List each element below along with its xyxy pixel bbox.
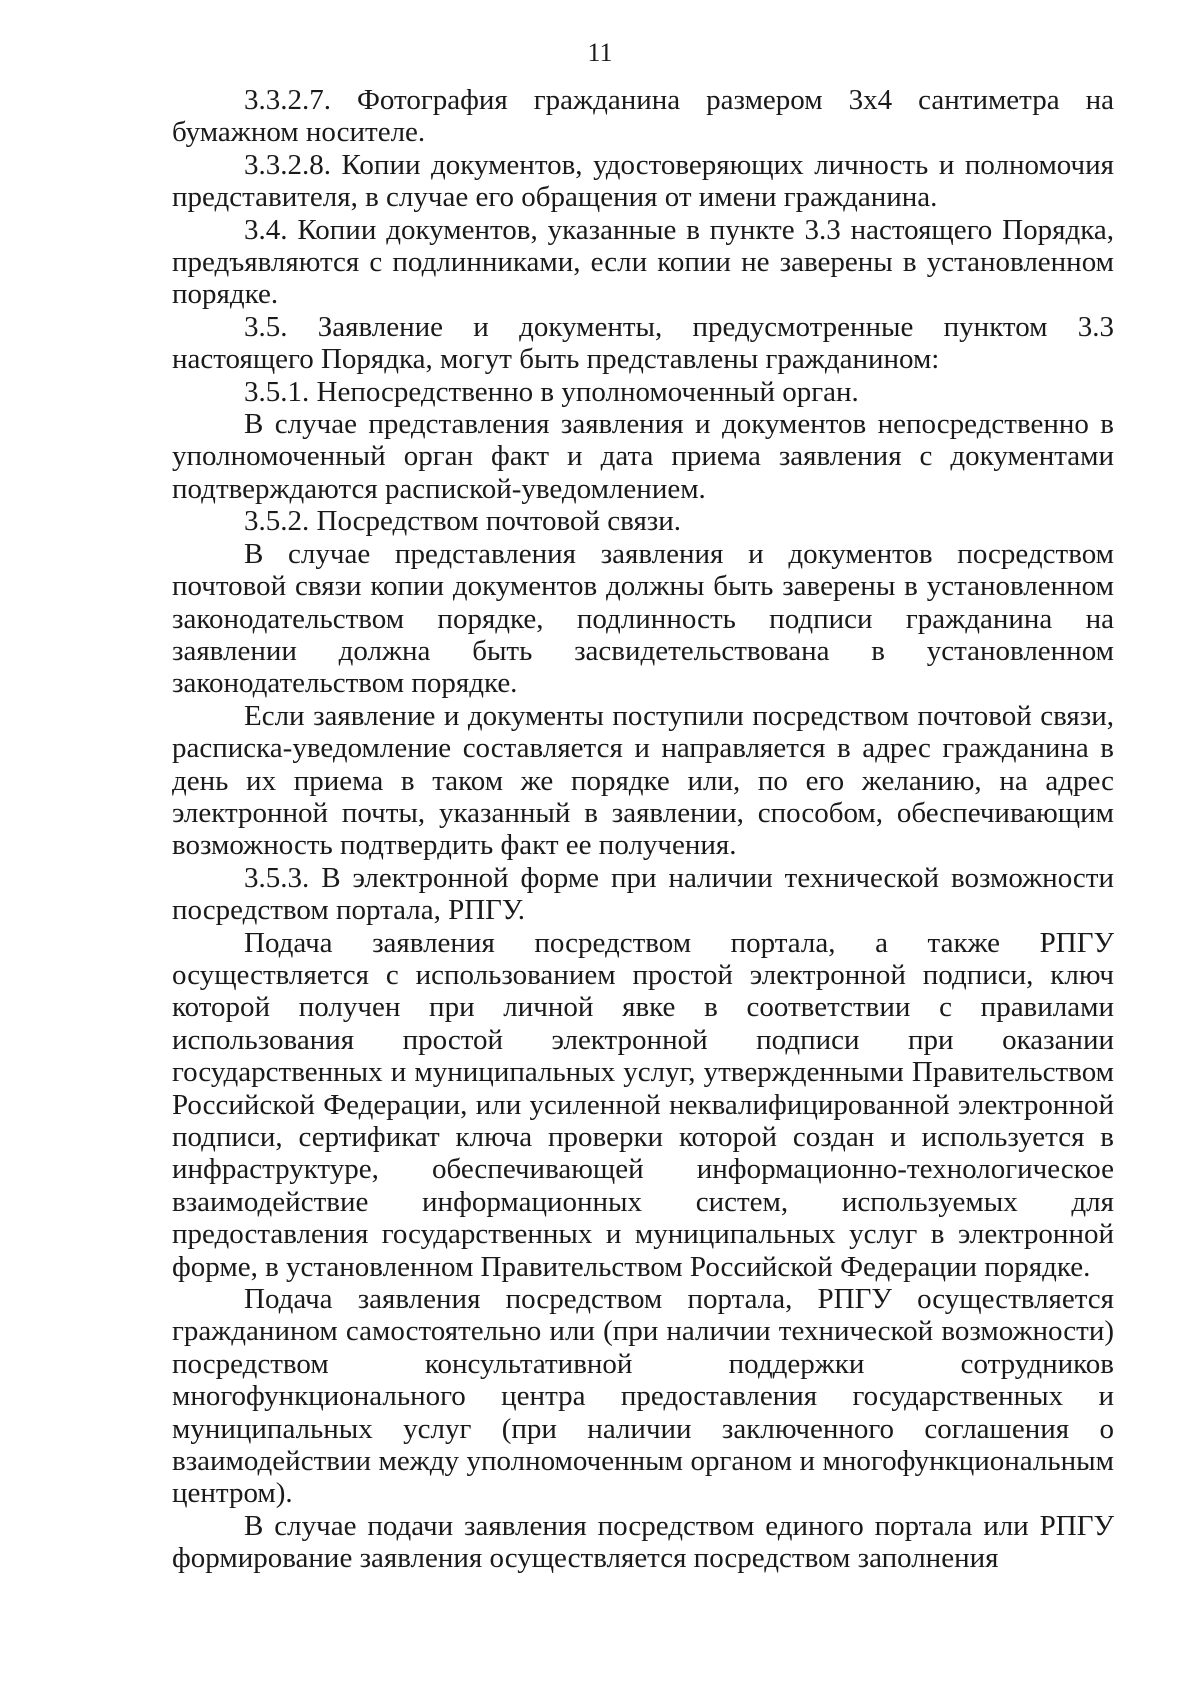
paragraph-3-3-2-8: 3.3.2.8. Копии документов, удостоверяющих личность и полномочия представителя, в случае его обращения от имени гражданина.: [172, 148, 1114, 214]
paragraph-3-5-2: 3.5.2. Посредством почтовой связи.: [244, 505, 682, 538]
paragraph-3-5-3: 3.5.3. В электронной форме при наличии технической возможности посредством портала, РПГУ.: [172, 861, 1114, 927]
paragraph-postal-receipt: Если заявление и документы поступили посредством почтовой связи, расписка-уведомление составляется и направляется в адрес гражданина в день их приема в таком же порядке или, по его желанию, на адрес электронной почты, указанный в заявлении, способом, обеспечивающим возможность подтвердить факт ее получения.: [172, 699, 1114, 862]
paragraph-3-3-2-7: 3.3.2.7. Фотография гражданина размером 3х4 сантиметра на бумажном носителе.: [172, 84, 1114, 149]
document-body: [172, 84, 1114, 1575]
paragraph-3-4: 3.4. Копии документов, указанные в пункте 3.3 настоящего Порядка, предъявляются с подлинниками, если копии не заверены в установленном порядке.: [172, 213, 1114, 311]
paragraph-3-5-1: 3.5.1. Непосредственно в уполномоченный орган.: [244, 375, 859, 408]
paragraph-postal-submission: В случае представления заявления и документов посредством почтовой связи копии документов должны быть заверены в установленном законодательством порядке, подлинность подписи гражданина на заявлении должна быть засвидетельствована в установленном законодательством порядке.: [172, 537, 1114, 700]
page-number: 11: [587, 38, 613, 67]
paragraph-3-5: 3.5. Заявление и документы, предусмотренные пунктом 3.3 настоящего Порядка, могут быть представлены гражданином:: [172, 310, 1114, 376]
paragraph-in-person-submission: В случае представления заявления и документов непосредственно в уполномоченный орган факт и дата приема заявления с документами подтверждаются распиской-уведомлением.: [172, 408, 1114, 505]
paragraph-portal-submission: Подача заявления посредством портала, РПГУ осуществляется гражданином самостоятельно или (при наличии технической возможности) посредством консультативной поддержки сотрудников многофункционального центра предоставления государственных и муниципальных услуг (при наличии заключенного соглашения о взаимодействии между уполномоченным органом и многофункциональным центром).: [172, 1283, 1114, 1510]
paragraph-form-filling: В случае подачи заявления посредством единого портала или РПГУ формирование заявления осуществляется посредством заполнения: [172, 1509, 1114, 1575]
paragraph-electronic-signature: Подача заявления посредством портала, а также РПГУ осуществляется с использованием простой электронной подписи, ключ которой получен при личной явке в соответствии с правилами использования простой электронной подписи при оказании государственных и муниципальных услуг, утвержденными Правительством Российской Федерации, или усиленной неквалифицированной электронной подписи, сертификат ключа проверки которой создан и используется в инфраструктуре, обеспечивающей информационно-технологическое взаимодействие информационных систем, используемых для предоставления государственных и муниципальных услуг в электронной форме, в установленном Правительством Российской Федерации порядке.: [172, 926, 1114, 1283]
